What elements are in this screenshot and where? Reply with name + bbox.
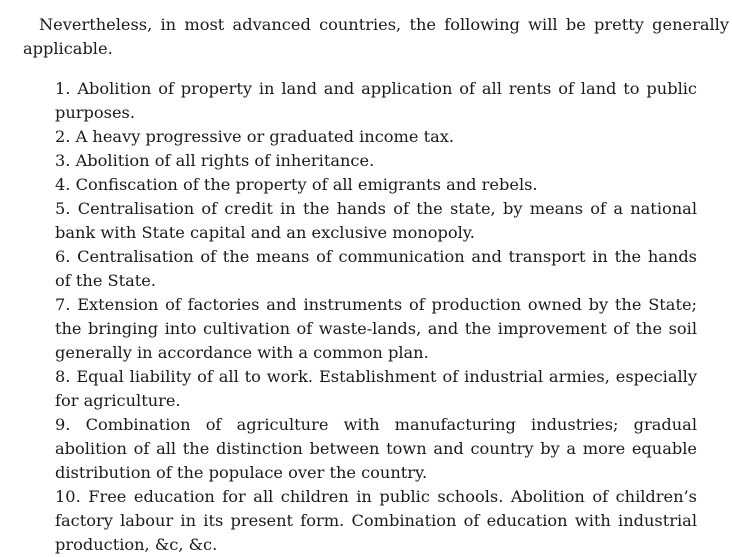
list-item: 7. Extension of factories and instruments of production owned by the State; the bringing into cultivation of waste-lands, and the improvement of the soil generally in accordance with a common plan. (55, 295, 697, 362)
intro-paragraph: Nevertheless, in most advanced countries, the following will be pretty generally applicable. (23, 15, 729, 58)
list-item: 9. Combination of agriculture with manufacturing industries; gradual abolition of all the distinction between town and country by a more equable distribution of the populace over the country. (55, 415, 697, 482)
list-item: 2. A heavy progressive or graduated income tax. (55, 127, 455, 146)
list-item: 6. Centralisation of the means of communication and transport in the hands of the State. (55, 247, 697, 290)
list-item: 8. Equal liability of all to work. Establishment of industrial armies, especially for agriculture. (55, 367, 697, 410)
measures-list (55, 77, 697, 557)
list-item: 4. Confiscation of the property of all emigrants and rebels. (55, 175, 538, 194)
list-item: 3. Abolition of all rights of inheritance. (55, 151, 375, 170)
list-item: 10. Free education for all children in public schools. Abolition of children’s factory labour in its present form. Combination of education with industrial production, &c, &c. (55, 487, 697, 554)
list-item: 1. Abolition of property in land and application of all rents of land to public purposes. (55, 79, 697, 122)
list-item: 5. Centralisation of credit in the hands of the state, by means of a national bank with State capital and an exclusive monopoly. (55, 199, 697, 242)
